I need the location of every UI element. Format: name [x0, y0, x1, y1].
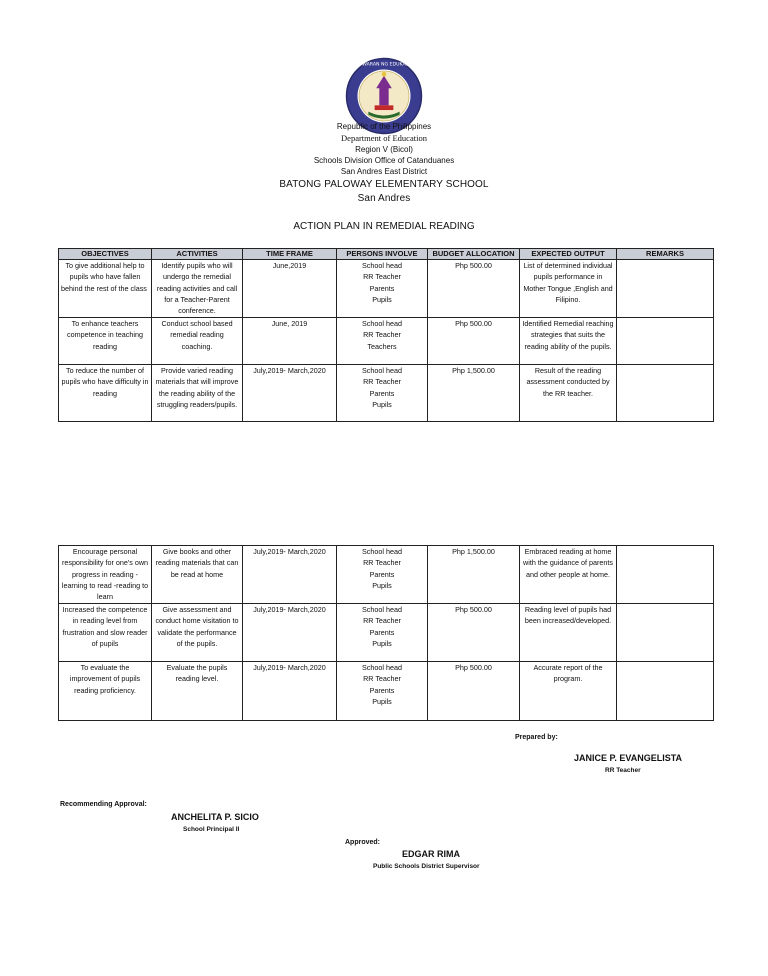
school-name: BATONG PALOWAY ELEMENTARY SCHOOL	[279, 179, 489, 190]
table-row	[59, 662, 714, 721]
recommending-role: School Principal II	[183, 826, 240, 833]
svg-text:KAGAWARAN NG EDUKASYON: KAGAWARAN NG EDUKASYON	[349, 62, 419, 68]
cell-remarks	[617, 260, 714, 318]
cell-persons	[337, 662, 428, 721]
cell-persons	[337, 318, 428, 365]
header-republic: Republic of the Philippines	[336, 122, 432, 131]
cell-remarks	[617, 318, 714, 365]
cell-remarks	[617, 365, 714, 422]
cell-persons	[337, 546, 428, 604]
col-expected-output: EXPECTED OUTPUT	[520, 249, 617, 260]
cell-output: Result of the reading assessment conducted by the RR teacher.	[520, 365, 617, 422]
person: RR Teacher	[363, 272, 401, 282]
school-town: San Andres	[357, 193, 411, 204]
person: Parents	[369, 685, 395, 695]
cell-objective: To evaluate the improvement of pupils reading proficiency.	[59, 662, 152, 721]
prepared-by-name: JANICE P. EVANGELISTA	[574, 753, 683, 763]
table-header-row	[59, 249, 714, 260]
approved-label: Approved:	[345, 839, 380, 846]
person: School head	[362, 663, 402, 672]
col-persons-involve: PERSONS INVOLVE	[337, 249, 428, 260]
person: Parents	[369, 283, 395, 293]
approved-name: EDGAR RIMA	[402, 849, 460, 859]
cell-time: July,2019- March,2020	[243, 546, 337, 604]
table-row	[59, 546, 714, 604]
cell-output: Accurate report of the program.	[520, 662, 617, 721]
cell-activity: Evaluate the pupils reading level.	[152, 662, 243, 721]
person: School head	[362, 605, 402, 614]
table-row	[59, 260, 714, 318]
cell-budget: Php 1,500.00	[428, 365, 520, 422]
person: School head	[362, 366, 402, 375]
person: Pupils	[372, 294, 392, 304]
cell-activity: Provide varied reading materials that will improve the reading ability of the struggling readers/pupils.	[152, 365, 243, 422]
cell-budget: Php 500.00	[428, 318, 520, 365]
cell-remarks	[617, 662, 714, 721]
cell-remarks	[617, 546, 714, 604]
col-budget-allocation: BUDGET ALLOCATION	[428, 249, 520, 260]
person: RR Teacher	[363, 330, 401, 340]
header-department: Department of Education	[341, 133, 427, 143]
cell-activity: Give assessment and conduct home visitation to validate the performance of the pupils.	[152, 604, 243, 662]
cell-time: July,2019- March,2020	[243, 365, 337, 422]
person: Pupils	[372, 399, 392, 409]
cell-budget: Php 500.00	[428, 662, 520, 721]
col-time-frame: TIME FRAME	[243, 249, 337, 260]
cell-output: Reading level of pupils had been increased/developed.	[520, 604, 617, 662]
cell-activity: Conduct school based remedial reading coaching.	[152, 318, 243, 365]
col-objectives: OBJECTIVES	[59, 249, 152, 260]
col-activities: ACTIVITIES	[152, 249, 243, 260]
person: Parents	[369, 388, 395, 398]
cell-persons	[337, 365, 428, 422]
person: Teachers	[367, 341, 397, 351]
person: School head	[362, 319, 402, 328]
action-plan-table-1	[58, 248, 714, 422]
cell-output: Identified Remedial reaching strategies that suits the reading ability of the pupils.	[520, 318, 617, 365]
table-row	[59, 318, 714, 365]
cell-objective: To reduce the number of pupils who have difficulty in reading	[59, 365, 152, 422]
cell-persons	[337, 260, 428, 318]
person: Parents	[369, 627, 395, 637]
person: RR Teacher	[363, 674, 401, 684]
person: RR Teacher	[363, 616, 401, 626]
table-row	[59, 365, 714, 422]
cell-output: Embraced reading at home with the guidance of parents and other people at home.	[520, 546, 617, 604]
col-remarks: REMARKS	[617, 249, 714, 260]
table-row	[59, 604, 714, 662]
cell-objective: To enhance teachers competence in teaching reading	[59, 318, 152, 365]
recommending-name: ANCHELITA P. SICIO	[171, 812, 259, 822]
cell-activity: Give books and other reading materials that can be read at home	[152, 546, 243, 604]
person: Pupils	[372, 580, 392, 590]
prepared-by-role: RR Teacher	[605, 767, 641, 774]
cell-persons	[337, 604, 428, 662]
cell-output: List of determined individual pupils performance in Mother Tongue ,English and Filipino.	[520, 260, 617, 318]
recommending-approval-label: Recommending Approval:	[60, 801, 147, 808]
person: School head	[362, 547, 402, 556]
cell-objective: Encourage personal responsibility for one's own progress in reading -learning to read -reading to learn	[59, 546, 152, 604]
cell-activity: Identify pupils who will undergo the remedial reading activities and call for a Teacher-Parent conference.	[152, 260, 243, 318]
person: Parents	[369, 569, 395, 579]
cell-time: July,2019- March,2020	[243, 662, 337, 721]
cell-budget: Php 500.00	[428, 260, 520, 318]
cell-time: June, 2019	[243, 318, 337, 365]
cell-budget: Php 500.00	[428, 604, 520, 662]
cell-time: June,2019	[243, 260, 337, 318]
header-district: San Andres East District	[340, 167, 428, 176]
person: Pupils	[372, 638, 392, 648]
cell-objective: To give additional help to pupils who have fallen behind the rest of the class	[59, 260, 152, 318]
cell-remarks	[617, 604, 714, 662]
action-plan-table-2	[58, 545, 714, 721]
person: School head	[362, 261, 402, 270]
document-title: ACTION PLAN IN REMEDIAL READING	[293, 221, 475, 232]
approved-role: Public Schools District Supervisor	[373, 863, 480, 870]
cell-time: July,2019- March,2020	[243, 604, 337, 662]
person: Pupils	[372, 696, 392, 706]
cell-budget: Php 1,500.00	[428, 546, 520, 604]
header-division: Schools Division Office of Catanduanes	[313, 156, 455, 165]
cell-objective: Increased the competence in reading level from frustration and slow reader of pupils	[59, 604, 152, 662]
header-region: Region V (Bicol)	[355, 145, 413, 154]
prepared-by-label: Prepared by:	[515, 734, 558, 741]
person: RR Teacher	[363, 558, 401, 568]
person: RR Teacher	[363, 377, 401, 387]
